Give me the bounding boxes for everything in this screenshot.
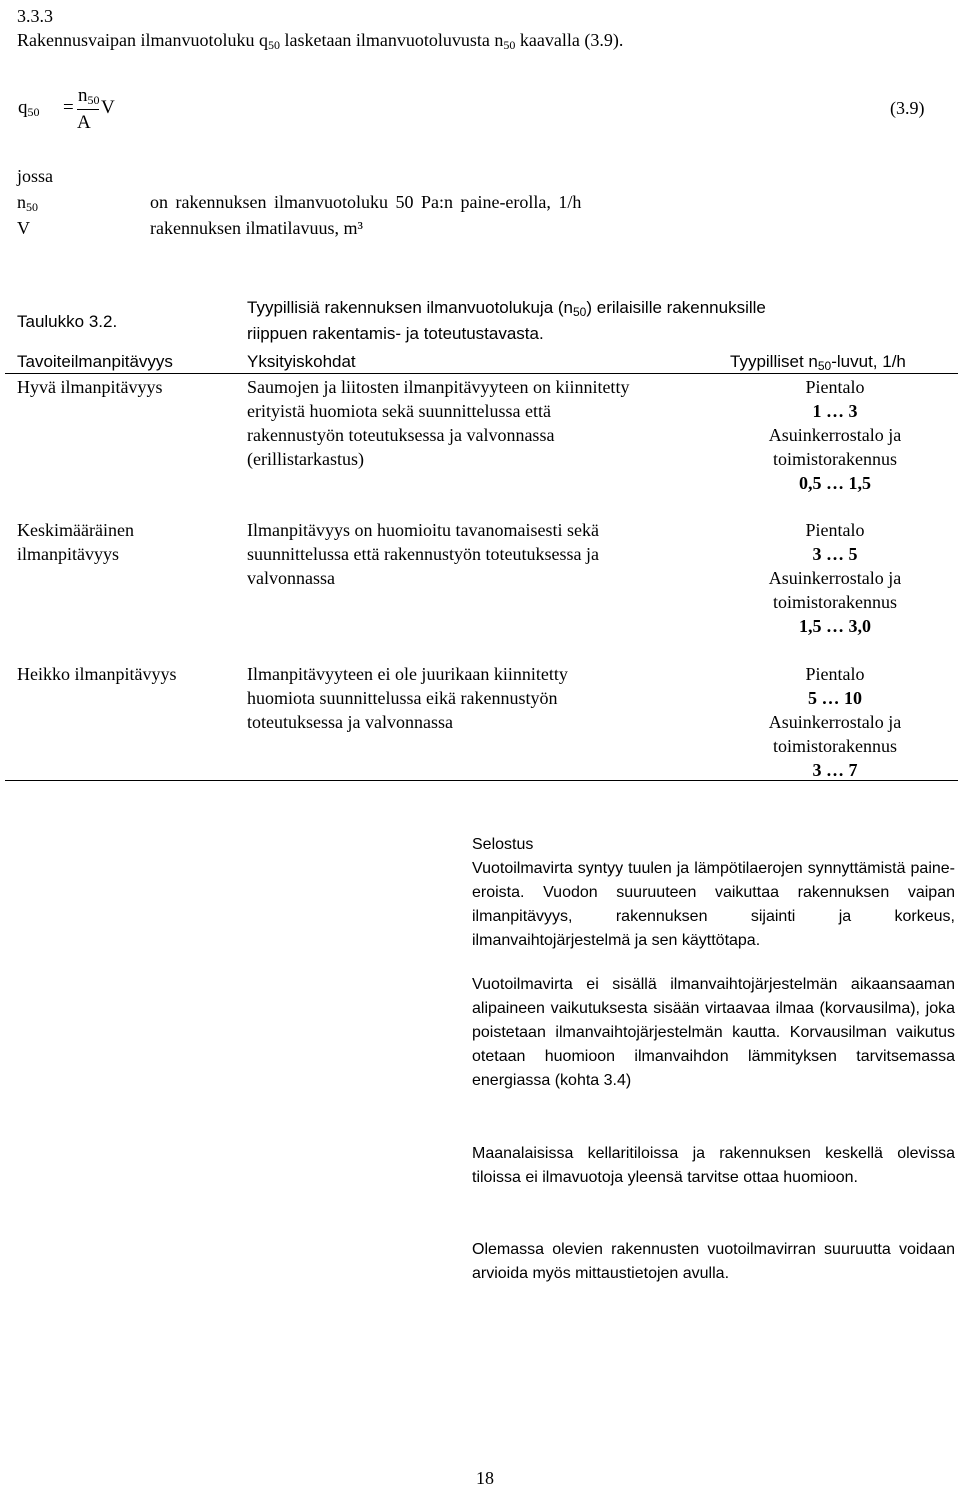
formula-numerator: $n_{50}$ (78, 85, 100, 107)
row1-details: Saumojen ja liitosten ilmanpitävyyteen on kiinnitetty erityistä huomiota sekä suunnittelussa että rakennustyön toteutuksessa ja valvonnassa (erillistarkastus) (247, 377, 630, 469)
formula-number: (3.9) (890, 98, 925, 118)
definition-text-v: rakennuksen ilmatilavuus, m³ (150, 218, 363, 238)
definition-symbol-n50: $n_{50}$ (17, 192, 38, 214)
row3-values: Pientalo 5 … 10 Asuinkerrostalo ja toimistorakennus 3 … 7 (768, 664, 902, 780)
row2-goal: Keskimääräinen ilmanpitävyys (17, 520, 134, 564)
notes-paragraph-3: Maanalaisissa kellaritiloissa ja rakennuksen keskellä olevissa tiloissa ei ilmavuotoja yleensä tarvitse ottaa huomioon. (472, 1145, 955, 1186)
definition-text-n50: on rakennuksen ilmanvuotoluku 50 Pa:n paine-erolla, 1/h (150, 192, 582, 212)
table-bottom-rule (5, 780, 958, 781)
table-label: Taulukko 3.2. (17, 312, 118, 331)
row2-details: Ilmanpitävyys on huomioitu tavanomaisesti sekä suunnittelussa että rakennustyön toteutuksessa ja valvonnassa (247, 520, 599, 588)
header-details: Yksityiskohdat (247, 352, 356, 371)
row3-details: Ilmanpitävyyteen ei ole juurikaan kiinnitetty huomiota suunnittelussa eikä rakennustyön toteutuksessa ja valvonnassa (247, 664, 568, 732)
row1-goal: Hyvä ilmanpitävyys (17, 377, 163, 397)
formula-lhs: $q_{50}$ (18, 97, 40, 119)
fraction-bar (77, 109, 99, 110)
formula-denominator: A (77, 112, 91, 133)
formula-equals: = (63, 97, 74, 118)
notes-heading: Selostus (472, 836, 534, 853)
definitions-heading: jossa (17, 166, 53, 186)
definition-symbol-v: V (17, 218, 30, 238)
row2-values: Pientalo 3 … 5 Asuinkerrostalo ja toimistorakennus 1,5 … 3,0 (768, 520, 902, 636)
header-values: Tyypilliset $n_{50}$-luvut, 1/h (730, 352, 906, 373)
notes-paragraph-2: Vuotoilmavirta ei sisällä ilmanvaihtojärjestelmän aikaansaaman alipaineen vaikutuksesta sisään virtaavaa ilmaa (korvausilma), joka poistetaan ilmanvaihtojärjestelmän kautta. Korvausilman vaikutus otetaan huomioon ilmanvaihdon lämmityksen tarvitsemassa energiassa (kohta 3.4) (472, 976, 955, 1089)
page-number: 18 (476, 1468, 494, 1488)
section-number: 3.3.3 (17, 6, 53, 26)
row1-values: Pientalo 1 … 3 Asuinkerrostalo ja toimistorakennus 0,5 … 1,5 (768, 377, 902, 493)
header-rule (5, 373, 958, 374)
formula-factor: V (101, 97, 115, 118)
header-goal: Tavoiteilmanpitävyys (17, 352, 173, 371)
notes-paragraph-1: Vuotoilmavirta syntyy tuulen ja lämpötilaerojen synnyttämistä paine-eroista. Vuodon suuruuteen vaikuttaa rakennuksen vaipan ilmanpitävyys, rakennuksen sijainti ja korkeus, ilmanvaihtojärjestelmä ja sen käyttötapa. (472, 860, 955, 949)
notes-paragraph-4: Olemassa olevien rakennusten vuotoilmavirran suuruutta voidaan arvioida myös mittaustietojen avulla. (472, 1241, 955, 1282)
table-caption-line1: Tyypillisiä rakennuksen ilmanvuotolukuja $(n_{50})$ erilaisille rakennuksille (247, 298, 766, 319)
table-caption-line2: riippuen rakentamis- ja toteutustavasta. (247, 324, 544, 343)
row3-goal: Heikko ilmanpitävyys (17, 664, 177, 684)
section-intro: Rakennusvaipan ilmanvuotoluku $q_{50}$ lasketaan ilmanvuotoluvusta $n_{50}$ kaavalla (3.9). (17, 30, 624, 52)
